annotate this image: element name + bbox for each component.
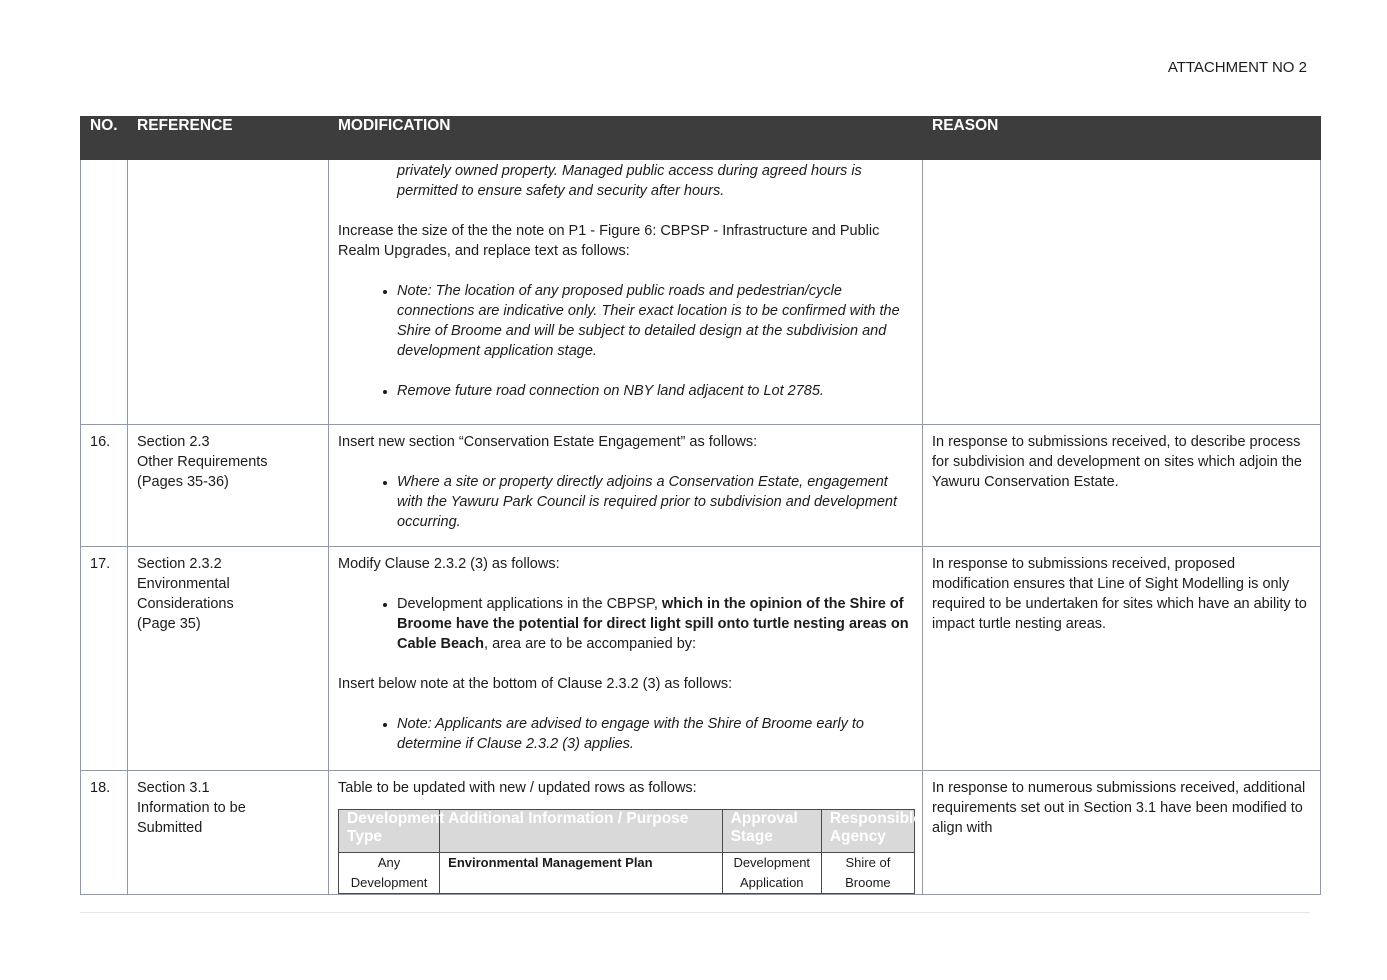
list-item: • Note: The location of any proposed public roads and pedestrian/cycle connections are indicative only. Their exact location is to be confirmed with the Shire of Broome and will be subject to detailed design at the subdivision and development application stage. [397,281,913,361]
subtable-header-row [339,810,915,853]
table-header-row [81,117,1321,160]
subtable-header: Additional Information / Purpose [440,810,722,853]
subtable-row [339,853,915,894]
list-item: • Development applications in the CBPSP, which in the opinion of the Shire of Broome have the potential for direct light spill onto turtle nesting areas on Cable Beach, area are to be accompanied by: [397,594,913,654]
subtable-cell: Shire of Broome [821,853,914,894]
modification-paragraph: Table to be updated with new / updated rows as follows: [338,780,697,796]
row-number: 18. [81,771,128,895]
subtable-header: Approval Stage [722,810,821,853]
subtable-header: Responsible Agency [821,810,914,853]
row-reason: In response to submissions received, proposed modification ensures that Line of Sight Modelling is only required to be undertaken for sites which have an ability to impact turtle nesting areas. [923,547,1321,771]
row-modification [329,425,923,547]
row-reference: Section 2.3 Other Requirements (Pages 35-36) [128,425,329,547]
modification-paragraph: Insert below note at the bottom of Clause 2.3.2 (3) as follows: [338,676,733,692]
information-subtable [338,809,922,894]
list-item: • Where a site or property directly adjoins a Conservation Estate, engagement with the Yawuru Park Council is required prior to subdivision and development occurring. [397,472,913,532]
column-header-no: NO. [81,117,128,160]
row-reference: Section 3.1 Information to be Submitted [128,771,329,895]
row-reason: In response to numerous submissions received, additional requirements set out in Section 3.1 have been modified to align with [923,771,1321,895]
continued-text: privately owned property. Managed public access during agreed hours is permitted to ensure safety and security after hours. [397,163,862,199]
row-number: 17. [81,547,128,771]
table-row [81,425,1321,547]
row-reason: In response to submissions received, to describe process for subdivision and development on sites which adjoin the Yawuru Conservation Estate. [923,425,1321,547]
list-item: • Remove future road connection on NBY land adjacent to Lot 2785. [397,381,913,401]
modification-paragraph: Modify Clause 2.3.2 (3) as follows: [338,556,560,572]
row-reference [128,160,329,425]
row-modification [329,160,923,425]
column-header-reference: REFERENCE [128,117,329,160]
row-modification [329,547,923,771]
modification-paragraph: Insert new section “Conservation Estate Engagement” as follows: [338,434,758,450]
row-modification [329,771,923,895]
list-item: • Note: Applicants are advised to engage with the Shire of Broome early to determine if Clause 2.3.2 (3) applies. [397,714,913,754]
table-row [81,160,1321,425]
table-row [81,771,1321,895]
row-reason [923,160,1321,425]
subtable-cell: Any Development [339,853,440,894]
column-header-modification: MODIFICATION [329,117,923,160]
subtable-cell: Development Application [722,853,821,894]
modifications-table [80,116,1321,895]
attachment-label: ATTACHMENT NO 2 [1167,59,1307,76]
subtable-header: Development Type [339,810,440,853]
column-header-reason: REASON [923,117,1321,160]
footer-divider [80,912,1310,913]
row-number: 16. [81,425,128,547]
row-number [81,160,128,425]
subtable-cell: Environmental Management Plan [440,853,722,894]
modification-paragraph: Increase the size of the the note on P1 - Figure 6: CBPSP - Infrastructure and Public Realm Upgrades, and replace text as follows: [338,223,880,259]
table-row [81,547,1321,771]
row-reference: Section 2.3.2 Environmental Considerations (Page 35) [128,547,329,771]
